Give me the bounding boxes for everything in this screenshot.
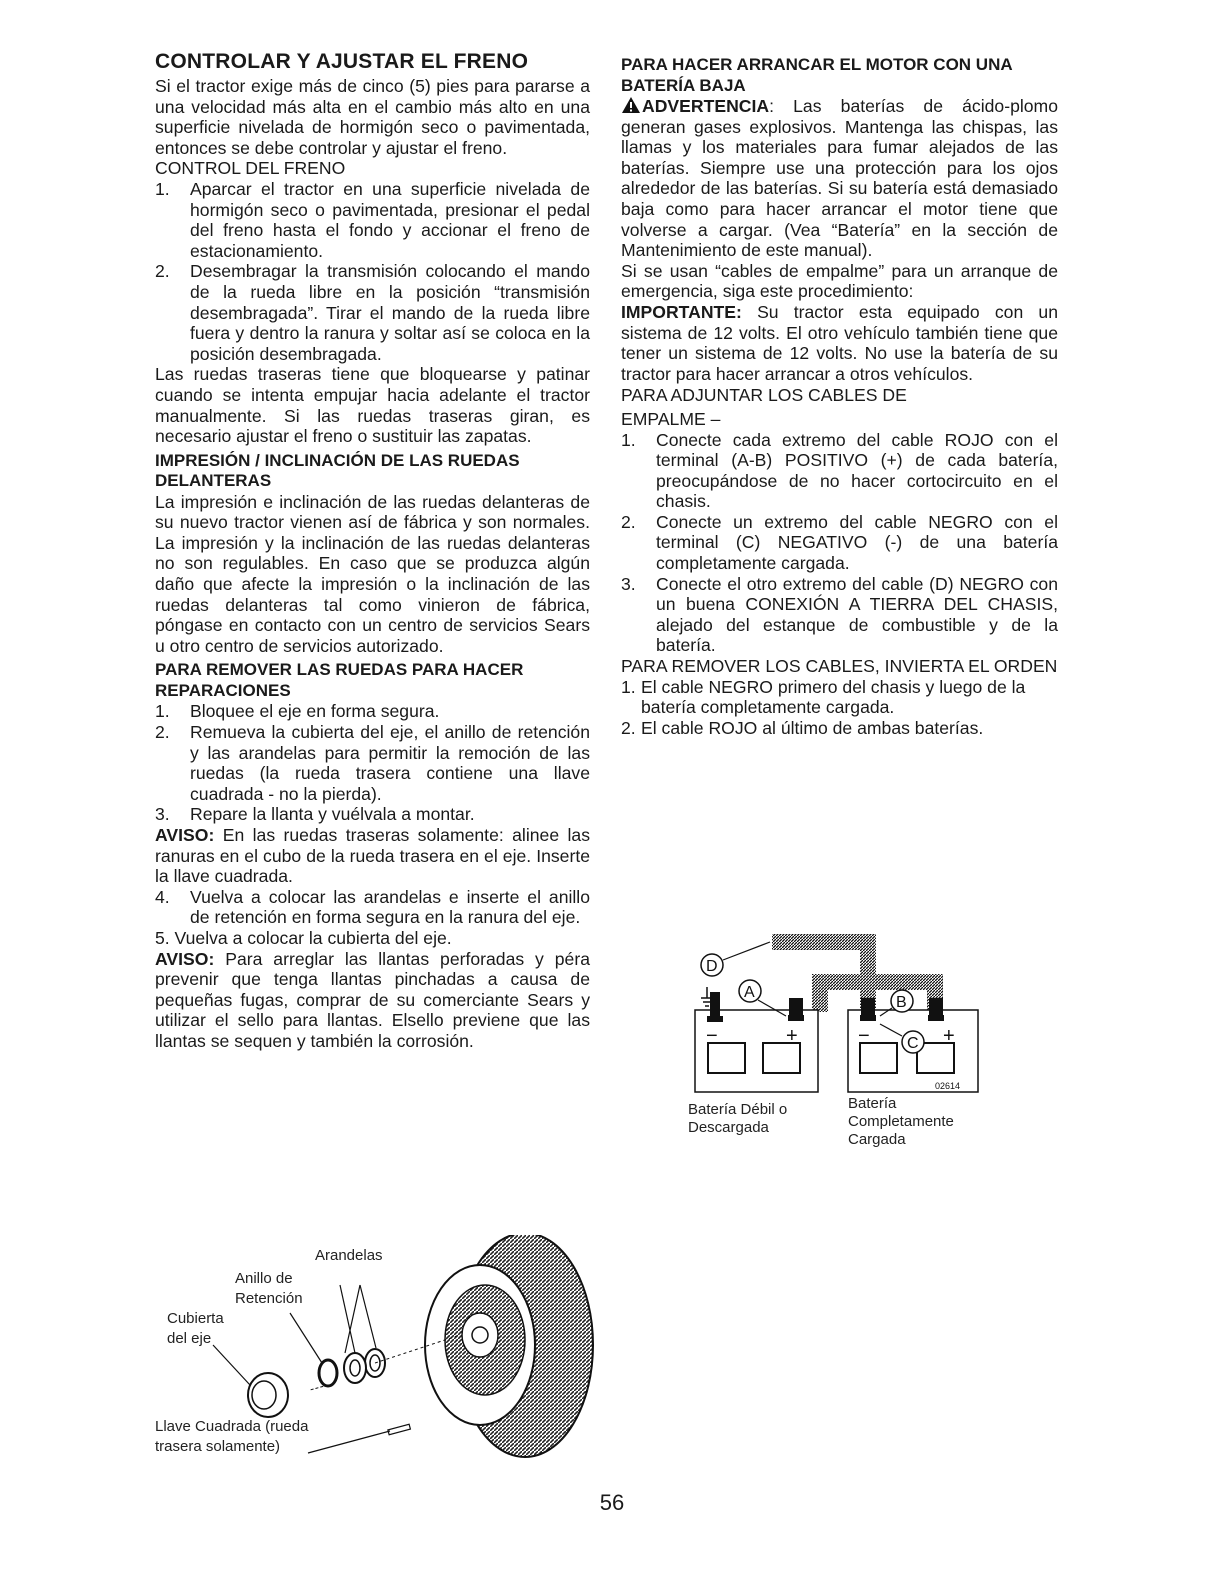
label-full-3: Cargada bbox=[848, 1131, 906, 1148]
right-column bbox=[621, 50, 1058, 738]
adjuntar-line-2: EMPALME – bbox=[621, 408, 721, 429]
cable-black bbox=[772, 942, 868, 1012]
important-paragraph: IMPORTANTE: Su tractor esta equipado con un sistema de 12 volts. El otro vehículo también tiene que tener un sistema de 12 volts. No use la batería de su tractor para hacer arrancar a otros vehículos. bbox=[621, 301, 1058, 384]
label-del-eje: del eje bbox=[167, 1330, 212, 1347]
label-full-1: Batería bbox=[848, 1095, 897, 1112]
label-weak-2: Descargada bbox=[688, 1119, 769, 1136]
label-llave-1: Llave Cuadrada (rueda bbox=[155, 1418, 309, 1435]
label-arandelas: Arandelas bbox=[315, 1247, 383, 1264]
svg-text:−: − bbox=[706, 1025, 718, 1047]
warning-triangle-icon bbox=[621, 96, 641, 114]
svg-text:+: + bbox=[943, 1025, 955, 1047]
list-item: 1. Aparcar el tractor en una superficie nivelada de hormigón seco o pavimentada, presionar el pedal del freno hasta el fondo y accionar el freno de estacionamiento. bbox=[155, 178, 590, 261]
list-item: 1. El cable NEGRO primero del chasis y luego de la batería completamente cargada. bbox=[621, 676, 1026, 718]
aviso-2: AVISO: Para arreglar las llantas perforadas y péra prevenir que tenga llantas pinchadas a causa de pequeñas fugas, comprar de su comerciante Sears y utilizar el sello para llantas. Elsello previene que las llantas se sequen y también la corrosión. bbox=[155, 948, 590, 1051]
svg-text:+: + bbox=[786, 1025, 798, 1047]
list-item: 2. El cable ROJO al último de ambas baterías. bbox=[621, 717, 984, 738]
freno-after: Las ruedas traseras tiene que bloquearse y patinar cuando se intenta empujar hacia adelante el tractor manualmente. Si las ruedas traseras giran, es necesario ajustar el freno o sustituir las zapatas. bbox=[155, 364, 590, 447]
list-item: 3. Conecte el otro extremo del cable (D) NEGRO con un buena CONEXIÓN A TIERRA DEL CHASIS, alejado del estanque de combustible y de la batería. bbox=[621, 573, 1058, 656]
label-full-2: Completamente bbox=[848, 1113, 954, 1130]
remover-cables-steps bbox=[621, 677, 1058, 739]
impresion-text: La impresión e inclinación de las ruedas delanteras de su nuevo tractor vienen así de fábrica y son normales. La impresión y la inclinación de las ruedas delanteras no son regulables. En caso que se produzca algún daño que afecte la impresión o la inclinación de las ruedas delanteras tal como vinieron de fábrica, póngase en contacto con un centro de servicios Sears u otro centro de servicios autorizado. bbox=[155, 491, 590, 656]
freno-intro: Si el tractor exige más de cinco (5) pies para pararse a una velocidad más alta en el cambio más alto en una superficie nivelada de hormigón seco o pavimentada, entonces se debe controlar y ajustar el freno. bbox=[155, 76, 590, 158]
retaining-ring-shape bbox=[319, 1360, 337, 1386]
page-number: 56 bbox=[599, 1490, 625, 1515]
section-title-remover-ruedas: PARA REMOVER LAS RUEDAS PARA HACER REPARACIONES bbox=[155, 660, 524, 700]
remover-step4 bbox=[155, 887, 590, 928]
list-item: 2. Remueva la cubierta del eje, el anillo de retención y las arandelas para permitir la remoción de las ruedas (la rueda trasera contiene una llave cuadrada - no la pierda). bbox=[155, 722, 590, 804]
section-title-arrancar: PARA HACER ARRANCAR EL MOTOR CON UNA BATERÍA BAJA bbox=[621, 55, 1012, 95]
list-item: 3. Repare la llanta y vuélvala a montar. bbox=[155, 804, 475, 825]
square-key-shape bbox=[388, 1424, 411, 1435]
label-a-text: A bbox=[744, 984, 755, 1001]
cables-paragraph: Si se usan “cables de empalme” para un arranque de emergencia, siga este procedimiento: bbox=[621, 260, 1058, 302]
list-item: 2. Desembragar la transmisión colocando el mando de la rueda libre en la posición “transmisión desembragada”. Tirar el mando de la rueda libre fuera y dentro la ranura y soltar así se coloca en la posición desembragada. bbox=[155, 261, 590, 364]
list-item: 4. Vuelva a colocar las arandelas e inserte el anillo de retención en forma segura en la ranura del eje. bbox=[155, 886, 590, 928]
list-item: 1. Bloquee el eje en forma segura. bbox=[155, 701, 440, 722]
freno-steps bbox=[155, 179, 590, 364]
label-retencion: Retención bbox=[235, 1290, 303, 1307]
label-b-text: B bbox=[896, 994, 907, 1011]
section-title-impresion: IMPRESIÓN / INCLINACIÓN DE LAS RUEDAS DELANTERAS bbox=[155, 450, 520, 491]
adjuntar-line-1: PARA ADJUNTAR LOS CABLES DE bbox=[621, 385, 907, 406]
axle-cap-shape bbox=[248, 1373, 288, 1417]
warning-paragraph: ADVERTENCIA: Las baterías de ácido-plomo generan gases explosivos. Mantenga las chispas, las llamas y los materiales para fumar alejados de las baterías. Siempre use una protección para los ojos alrededor de las baterías. Si su batería está demasiado baja como para hacer arrancar el motor tiene que volverse a cargar. (Vea “Batería” en la sección de Mantenimiento de este manual). bbox=[621, 96, 1058, 261]
section-title-freno: CONTROLAR Y AJUSTAR EL FRENO bbox=[155, 50, 529, 73]
label-llave-2: trasera solamente) bbox=[155, 1438, 281, 1455]
wheel-diagram bbox=[150, 1235, 595, 1475]
label-d-text: D bbox=[706, 958, 718, 975]
list-item: 2. Conecte un extremo del cable NEGRO con el terminal (C) NEGATIVO (-) de una batería completamente cargada. bbox=[621, 511, 1058, 574]
label-anillo: Anillo de bbox=[235, 1270, 293, 1287]
svg-text:−: − bbox=[858, 1025, 870, 1047]
aviso-1: AVISO: En las ruedas traseras solamente: alinee las ranuras en el cubo de la rueda trasera en el eje. Inserte la llave cuadrada. bbox=[155, 825, 590, 887]
freno-subhead: CONTROL DEL FRENO bbox=[155, 158, 346, 179]
remover-step5: 5. Vuelva a colocar la cubierta del eje. bbox=[155, 927, 452, 948]
label-c-text: C bbox=[907, 1035, 919, 1052]
figure-code: 02614 bbox=[935, 1081, 961, 1091]
list-item: 1. Conecte cada extremo del cable ROJO con el terminal (A-B) POSITIVO (+) de cada batería, preocupándose de no hacer cortocircuito en el chasis. bbox=[621, 429, 1058, 512]
label-weak-1: Batería Débil o bbox=[688, 1101, 788, 1118]
adjuntar-steps bbox=[621, 430, 1058, 657]
label-cubierta: Cubierta bbox=[167, 1310, 224, 1327]
left-column bbox=[155, 50, 590, 1052]
remover-cables: PARA REMOVER LOS CABLES, INVIERTA EL ORDEN bbox=[621, 656, 1058, 677]
battery-diagram bbox=[680, 930, 1000, 1160]
remover-steps bbox=[155, 701, 590, 825]
